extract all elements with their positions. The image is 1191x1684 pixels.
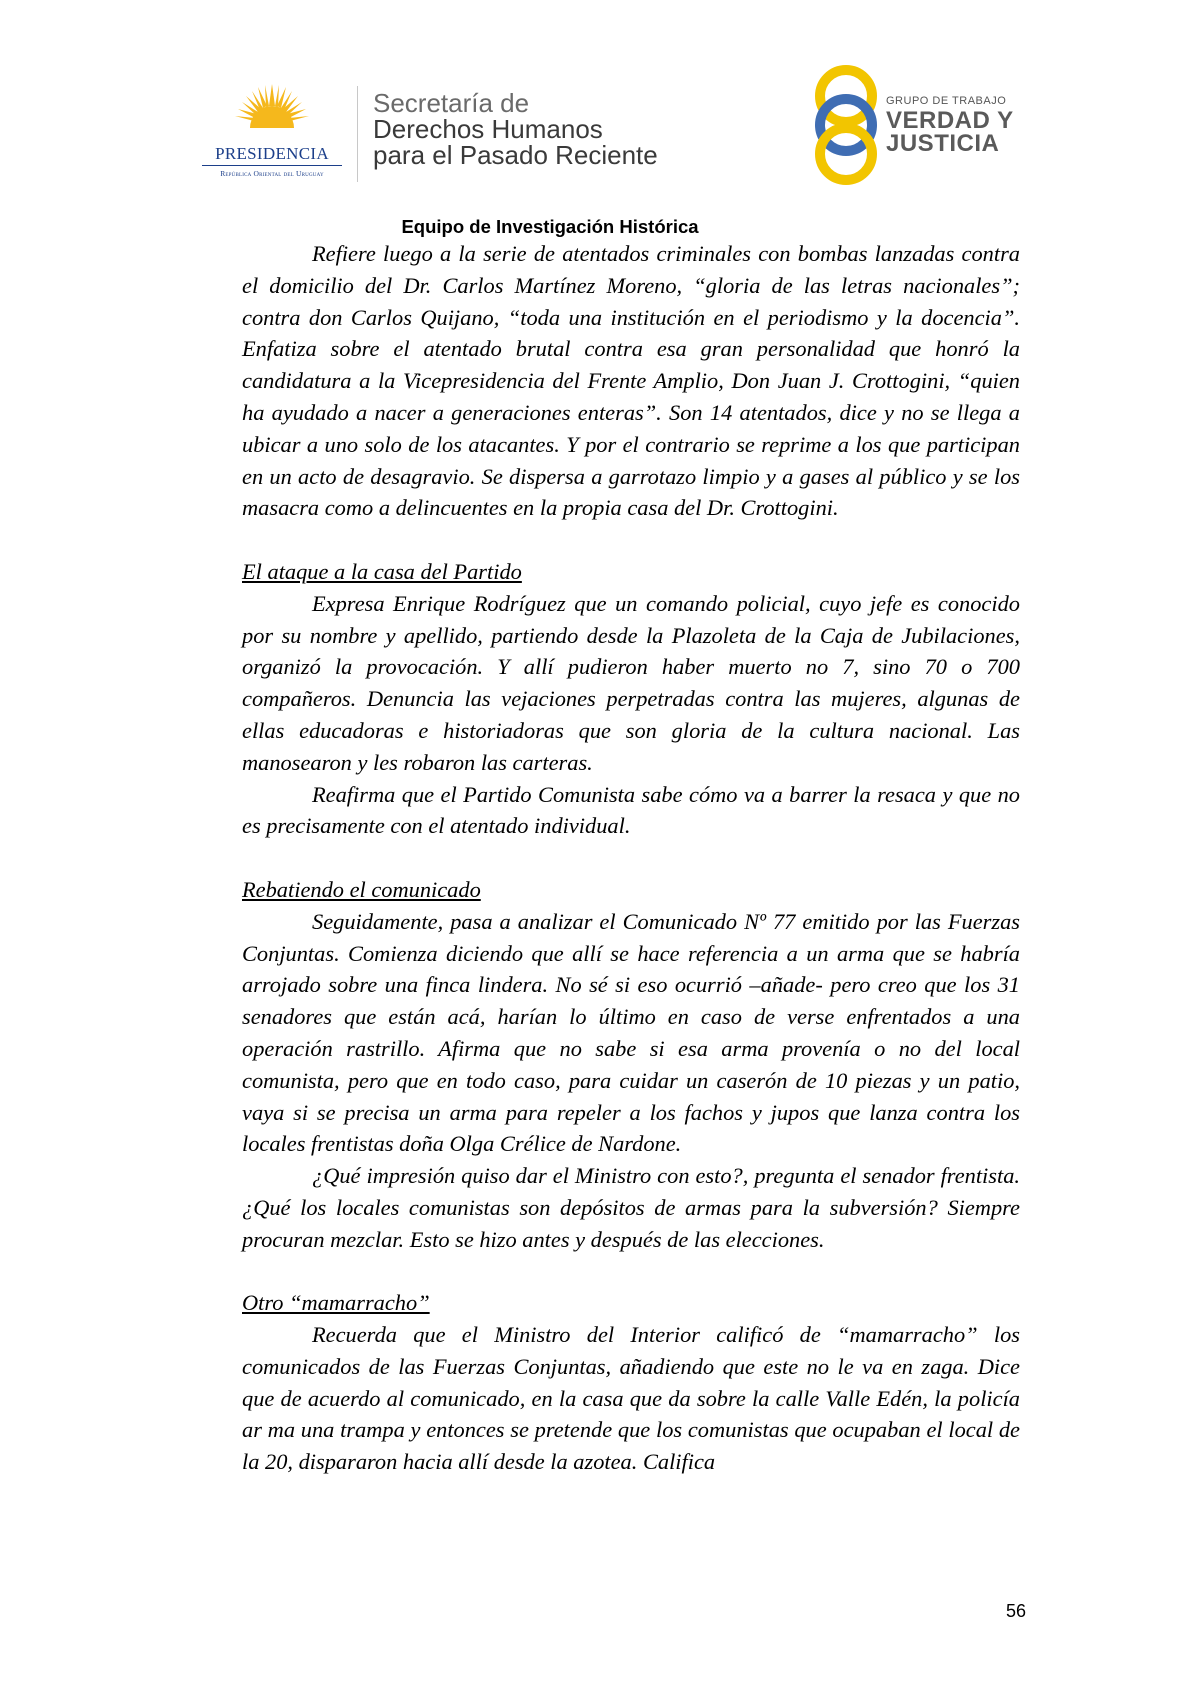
section-heading: El ataque a la casa del Partido <box>242 558 522 584</box>
section-heading: Rebatiendo el comunicado <box>242 876 481 902</box>
presidencia-subtitle: República Oriental del Uruguay <box>220 169 324 178</box>
secretaria-line-1: Secretaría de <box>373 88 530 118</box>
presidencia-rule <box>202 165 342 166</box>
section-heading: Otro “mamarracho” <box>242 1290 430 1316</box>
secretaria-line-2: Derechos Humanos <box>373 114 603 144</box>
secretaria-logo-text <box>373 90 658 168</box>
grupo-trabajo-label: GRUPO DE TRABAJO <box>886 95 1007 107</box>
verdad-justicia-logo <box>808 62 1028 188</box>
justicia-label: JUSTICIA <box>886 130 1000 157</box>
paragraph: Recuerda que el Ministro del Interior calificó de “mamarracho” los comunicados de las Fuerzas Conjuntas, añadiendo que este no le va en zaga. Dice que de acuerdo al comunicado, en la casa que da sobre la calle Valle Edén, la policía ar ma una trampa y entonces se pretende que los comunistas que ocupaban el local de la 20, dispararon hacia allí desde la azotea. Califica <box>242 1322 1020 1475</box>
page-number: 56 <box>1006 1601 1027 1621</box>
paragraph: ¿Qué impresión quiso dar el Ministro con esto?, pregunta el senador frentista. ¿Qué los locales comunistas son depósitos de armas para la subversión? Siempre procuran mezclar. Esto se hizo antes y después de las elecciones. <box>242 1163 1020 1252</box>
paragraph: Seguidamente, pasa a analizar el Comunicado Nº 77 emitido por las Fuerzas Conjuntas. Comienza diciendo que allí se hace referencia a un arma que se habría arrojado sobre una finca lindera. No sé si eso ocurrió –añade- pero creo que los 31 senadores que están acá, harían lo último en caso de verse enfrentados a una operación rastrillo. Afirma que no sabe si esa arma provenía o no del local comunista, pero que en todo caso, para cuidar un caserón de 10 piezas y un patio, vaya si se precisa un arma para repeler a los fachos y jupos que lanza contra los locales frentistas doña Olga Crélice de Nardone. <box>242 908 1020 1157</box>
presidencia-logo <box>198 82 346 182</box>
page-header <box>0 0 1191 237</box>
rings-icon <box>808 62 884 188</box>
team-title: Equipo de Investigación Histórica <box>401 216 699 237</box>
header-divider <box>357 86 358 182</box>
secretaria-line-3: para el Pasado Reciente <box>373 140 658 170</box>
paragraph: Refiere luego a la serie de atentados criminales con bombas lanzadas contra el domicilio del Dr. Carlos Martínez Moreno, “gloria de las letras nacionales”; contra don Carlos Quijano, “toda una institución en el periodismo y la docencia”. Enfatiza sobre el atentado brutal contra esa gran personalidad que honró la candidatura a la Vicepresidencia del Frente Amplio, Don Juan J. Crottogini, “quien ha ayudado a nacer a generaciones enteras”. Son 14 atentados, dice y no se llega a ubicar a uno solo de los atacantes. Y por el contrario se reprime a los que participan en un acto de desagravio. Se dispersa a garrotazo limpio y a gases al público y se los masacra como a delincuentes en la propia casa del Dr. Crottogini. <box>242 241 1020 521</box>
presidencia-name: PRESIDENCIA <box>215 144 329 163</box>
document-body <box>242 238 1020 1478</box>
paragraph: Expresa Enrique Rodríguez que un comando policial, cuyo jefe es conocido por su nombre y apellido, partiendo desde la Plazoleta de la Caja de Jubilaciones, organizó la provocación. Y allí pudieron haber muerto no 7, sino 70 o 700 compañeros. Denuncia las vejaciones perpetradas contra las mujeres, algunas de ellas educadoras e historiadoras que son gloria de la cultura nacional. Las manosearon y les robaron las carteras. <box>242 590 1020 775</box>
paragraph: Reafirma que el Partido Comunista sabe cómo va a barrer la resaca y que no es precisamente con el atentado individual. <box>242 781 1020 839</box>
verdad-label: VERDAD Y <box>886 107 1014 134</box>
sun-icon <box>230 82 314 144</box>
